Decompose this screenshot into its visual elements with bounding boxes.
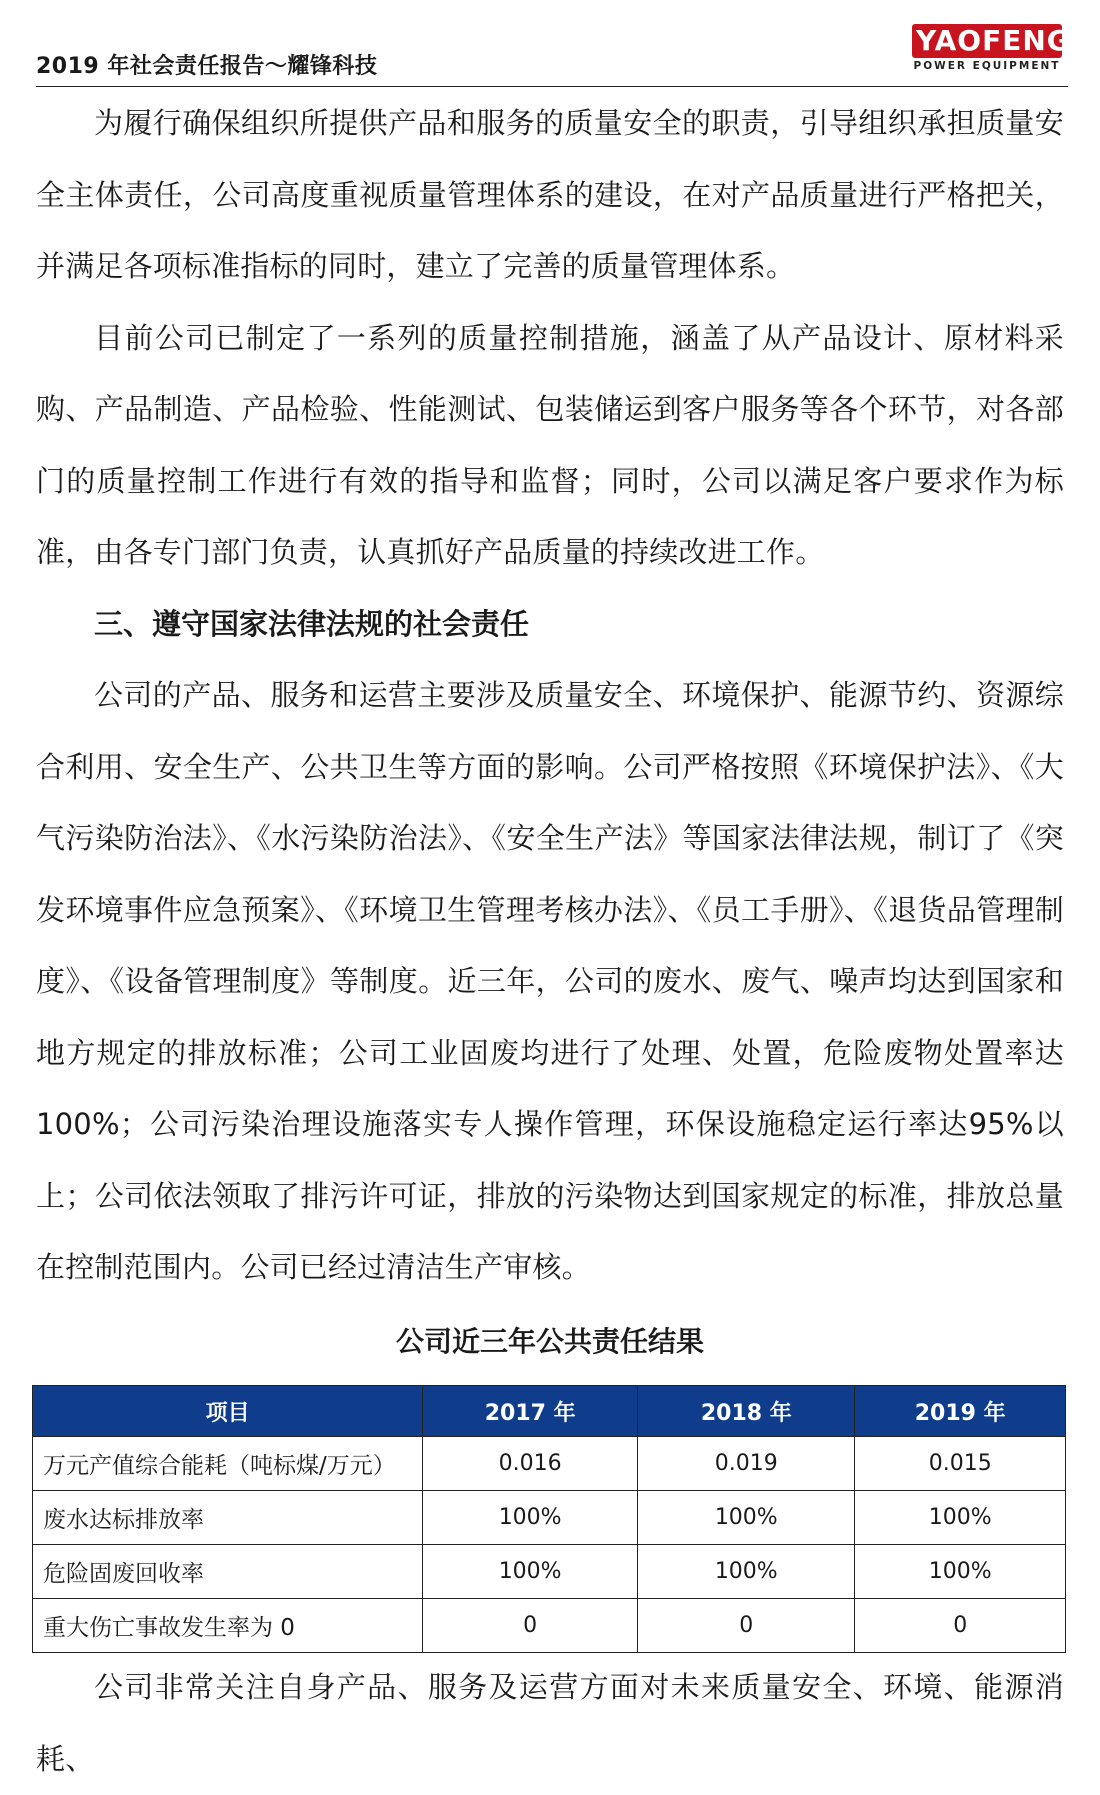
cell-2019: 100% — [855, 1545, 1066, 1599]
row-label: 重大伤亡事故发生率为 0 — [33, 1599, 423, 1653]
table-row — [33, 1437, 1066, 1491]
cell-2018: 0 — [638, 1599, 855, 1653]
cell-2019: 100% — [855, 1491, 1066, 1545]
paragraph-quality-control: 目前公司已制定了一系列的质量控制措施，涵盖了从产品设计、原材料采购、产品制造、产品检验、性能测试、包装储运到客户服务等各个环节，对各部门的质量控制工作进行有效的指导和监督；同时，公司以满足客户要求作为标准，由各专门部门负责，认真抓好产品质量的持续改进工作。 — [36, 320, 1064, 569]
row-label: 万元产值综合能耗（吨标煤/万元） — [33, 1437, 423, 1491]
public-responsibility-table — [32, 1385, 1066, 1653]
header-item: 项目 — [33, 1386, 423, 1437]
header-2017: 2017 年 — [423, 1386, 638, 1437]
cell-2017: 100% — [423, 1545, 638, 1599]
company-logo — [912, 24, 1071, 72]
header-2018: 2018 年 — [638, 1386, 855, 1437]
report-title: 2019 年社会责任报告～耀锋科技 — [36, 54, 378, 79]
paragraph-future-concerns: 公司非常关注自身产品、服务及运营方面对未来质量安全、环境、能源消耗、 — [36, 1670, 1064, 1776]
cell-2017: 0 — [423, 1599, 638, 1653]
table-row — [33, 1599, 1066, 1653]
trailing-content — [36, 1652, 1064, 1795]
paragraph-legal-compliance: 公司的产品、服务和运营主要涉及质量安全、环境保护、能源节约、资源综合利用、安全生产、公共卫生等方面的影响。公司严格按照《环境保护法》、《大气污染防治法》、《水污染防治法》、《安全生产法》等国家法律法规，制订了《突发环境事件应急预案》、《环境卫生管理考核办法》、《员工手册》、《退货品管理制度》、《设备管理制度》等制度。近三年，公司的废水、废气、噪声均达到国家和地方规定的排放标准；公司工业固废均进行了处理、处置，危险废物处置率达100%；公司污染治理设施落实专人操作管理，环保设施稳定运行率达95%以上；公司依法领取了排污许可证，排放的污染物达到国家规定的标准，排放总量在控制范围内。公司已经过清洁生产审核。 — [36, 678, 1064, 1284]
cell-2018: 100% — [638, 1545, 855, 1599]
table-title: 公司近三年公共责任结果 — [395, 1325, 704, 1358]
row-label: 废水达标排放率 — [33, 1491, 423, 1545]
logo-tagline: POWER EQUIPMENT — [913, 60, 1061, 72]
cell-2019: 0.015 — [855, 1437, 1066, 1491]
body-content — [36, 88, 1064, 1304]
row-label: 危险固废回收率 — [33, 1545, 423, 1599]
logo-wordmark: YAOFENG — [912, 24, 1062, 58]
paragraph-quality-responsibility: 为履行确保组织所提供产品和服务的质量安全的职责，引导组织承担质量安全主体责任，公司高度重视质量管理体系的建设，在对产品质量进行严格把关，并满足各项标准指标的同时，建立了完善的质量管理体系。 — [36, 106, 1064, 283]
cell-2017: 0.016 — [423, 1437, 638, 1491]
table-header-row — [33, 1386, 1066, 1437]
section-heading: 三、遵守国家法律法规的社会责任 — [94, 606, 530, 641]
cell-2018: 0.019 — [638, 1437, 855, 1491]
cell-2018: 100% — [638, 1491, 855, 1545]
table-row — [33, 1545, 1066, 1599]
cell-2017: 100% — [423, 1491, 638, 1545]
table-row — [33, 1491, 1066, 1545]
cell-2019: 0 — [855, 1599, 1066, 1653]
page-header — [36, 20, 1071, 87]
header-2019: 2019 年 — [855, 1386, 1066, 1437]
